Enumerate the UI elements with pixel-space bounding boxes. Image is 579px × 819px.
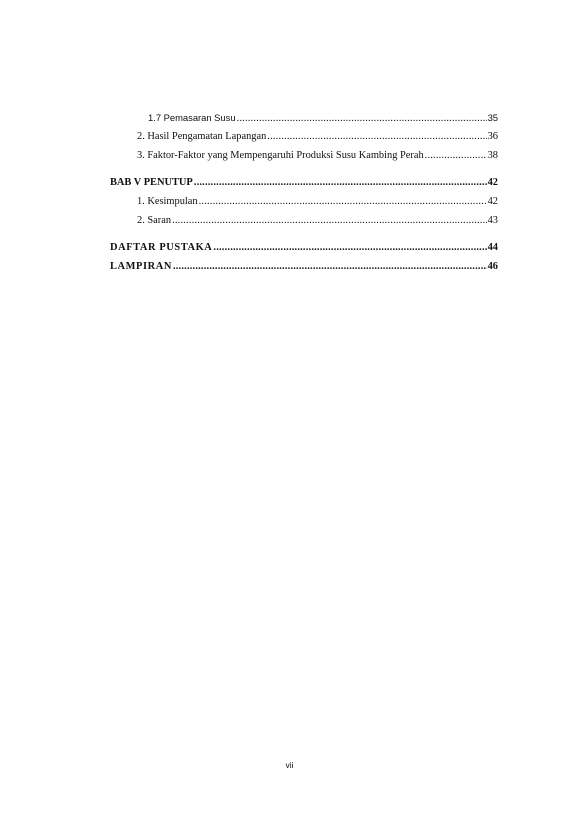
- toc-entry-page: 36: [487, 131, 498, 142]
- toc-entry-page: 42: [487, 196, 498, 207]
- toc-entry-page: 35: [487, 112, 498, 123]
- toc-leader-dots: [199, 192, 487, 211]
- toc-entry-page: 44: [487, 242, 498, 253]
- toc-spacer: [110, 165, 498, 173]
- toc-entry-label: 1. Kesimpulan: [137, 196, 198, 207]
- toc-entry-kesimpulan[interactable]: [110, 192, 498, 211]
- toc-entry-pemasaran-susu[interactable]: [110, 108, 498, 127]
- toc-leader-dots: [172, 211, 487, 230]
- toc-leader-dots: [237, 109, 487, 128]
- toc-entry-label: LAMPIRAN: [110, 261, 172, 272]
- toc-entry-label: BAB V PENUTUP: [110, 177, 193, 188]
- toc-entry-page: 38: [487, 150, 498, 161]
- toc-entry-page: 46: [487, 261, 498, 272]
- toc-entry-daftar-pustaka[interactable]: [110, 238, 498, 257]
- toc-leader-dots: [194, 173, 487, 192]
- toc-entry-label: 2. Hasil Pengamatan Lapangan: [137, 131, 267, 142]
- toc-leader-dots: [213, 238, 486, 257]
- toc-entry-label: 1.7 Pemasaran Susu: [148, 112, 236, 123]
- toc-entry-label: 3. Faktor-Faktor yang Mempengaruhi Produksi Susu Kambing Perah: [137, 150, 424, 161]
- toc-entry-page: 42: [487, 177, 498, 188]
- toc-entry-lampiran[interactable]: [110, 257, 498, 276]
- toc-entry-hasil-pengamatan[interactable]: [110, 127, 498, 146]
- page-number: vii: [285, 760, 294, 770]
- toc-spacer: [110, 230, 498, 238]
- toc-entry-page: 43: [487, 215, 498, 226]
- toc-entry-label: DAFTAR PUSTAKA: [110, 242, 213, 253]
- toc-leader-dots: [425, 146, 487, 165]
- toc-leader-dots: [267, 127, 486, 146]
- toc-entry-bab-v-penutup[interactable]: [110, 173, 498, 192]
- table-of-contents: [110, 108, 498, 276]
- toc-entry-faktor-faktor[interactable]: [110, 146, 498, 165]
- toc-entry-label: 2. Saran: [137, 215, 172, 226]
- toc-leader-dots: [173, 257, 487, 276]
- toc-entry-saran[interactable]: [110, 211, 498, 230]
